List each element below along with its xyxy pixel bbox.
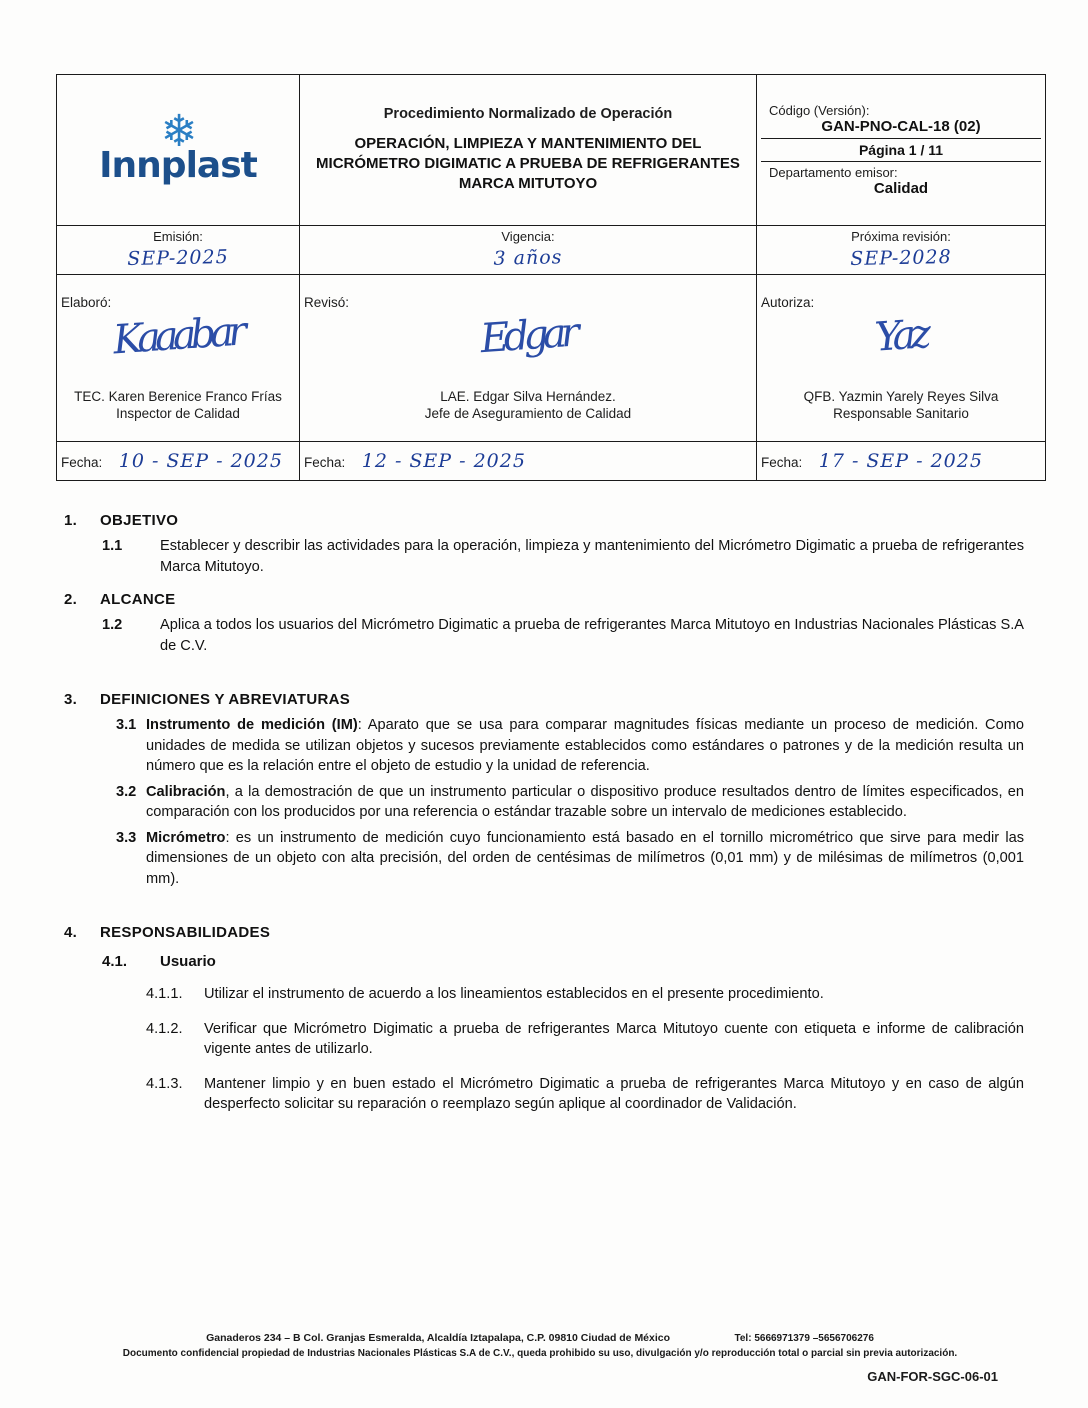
reviso-signature: Edgar — [478, 309, 576, 362]
paragraph — [56, 536, 1024, 577]
logo-cell — [57, 75, 300, 226]
elaboro-position: Inspector de Calidad — [116, 405, 240, 421]
section-title: OBJETIVO — [100, 512, 179, 529]
definition-term: Micrómetro — [146, 829, 226, 846]
fecha-value-elaboro: 10 - SEP - 2025 — [118, 450, 283, 472]
reviso-position: Jefe de Aseguramiento de Calidad — [424, 405, 632, 421]
departamento-value: Calidad — [873, 180, 929, 197]
departamento-label: Departamento emisor: — [769, 165, 898, 180]
paragraph-text: Utilizar el instrumento de acuerdo a los lineamientos establecidos en el presente procedimiento. — [204, 986, 824, 1002]
header-row-main — [57, 75, 1046, 226]
paragraph — [56, 1074, 1024, 1115]
autoriza-position: Responsable Sanitario — [833, 405, 969, 421]
signature-cell-elaboro — [57, 275, 300, 442]
paragraph-number: 1.1 — [102, 538, 123, 554]
elaboro-name: TEC. Karen Berenice Franco Frías — [74, 388, 282, 404]
section-number: 3. — [64, 691, 78, 708]
header-row-signature-dates — [57, 442, 1046, 481]
paragraph-number: 4.1.1. — [146, 986, 183, 1002]
reviso-label: Revisó: — [304, 294, 350, 310]
footer-confidential-note: Documento confidencial propiedad de Industrias Nacionales Plásticas S.A de C.V., queda prohibido su uso, divulgación y/o reproducción total o parcial sin previa autorización. — [122, 1348, 958, 1359]
fecha-cell-elaboro — [57, 442, 300, 481]
section-objetivo — [56, 512, 1024, 577]
footer-form-code: GAN-FOR-SGC-06-01 — [867, 1369, 998, 1384]
section-number: 1. — [64, 512, 78, 529]
paragraph-text: Mantener limpio y en buen estado el Micrómetro Digimatic a prueba de refrigerantes Marca Mitutoyo y en caso de algún desperfecto solicitar su reparación o reemplazo según aplique al coordinador de Validación. — [204, 1075, 1024, 1112]
paragraph — [56, 984, 1024, 1005]
codigo-value: GAN-PNO-CAL-18 (02) — [821, 118, 981, 135]
codigo-label: Código (Versión): — [769, 103, 870, 118]
fecha-cell-reviso — [300, 442, 757, 481]
header-row-dates — [57, 226, 1046, 275]
subsection-usuario — [56, 953, 1024, 970]
proxima-value: SEP-2028 — [850, 245, 952, 271]
signature-cell-reviso — [300, 275, 757, 442]
document-header-table — [56, 74, 1046, 481]
proxima-label: Próxima revisión: — [851, 229, 951, 244]
paragraph — [56, 782, 1024, 823]
emision-cell — [57, 226, 300, 275]
header-row-signatures — [57, 275, 1046, 442]
section-title: DEFINICIONES Y ABREVIATURAS — [100, 691, 351, 708]
paragraph — [56, 715, 1024, 777]
fecha-label-elaboro: Fecha: — [61, 455, 103, 470]
company-logo-text: Innplast — [99, 144, 257, 186]
paragraph-text: : Aparato que se usa para comparar magnitudes físicas mediante un proceso de medición. Como unidades de medida se utilizan objetos y sucesos previamente establecidos como estándares o patrones y de la medición resulta un número que es la relación entre el objeto de estudio y la unidad de referencia. — [146, 717, 1024, 774]
autoriza-label: Autoriza: — [761, 294, 815, 310]
footer-contact-line — [56, 1328, 1024, 1346]
paragraph-text: Establecer y describir las actividades para la operación, limpieza y mantenimiento del Micrómetro Digimatic a prueba de refrigerantes Marca Mitutoyo. — [160, 538, 1024, 575]
paragraph-number: 1.2 — [102, 617, 123, 633]
document-footer — [56, 1328, 1024, 1384]
fecha-value-reviso: 12 - SEP - 2025 — [361, 450, 526, 472]
paragraph — [56, 1019, 1024, 1060]
signature-cell-autoriza — [757, 275, 1046, 442]
departamento-row — [761, 162, 1041, 201]
vigencia-label: Vigencia: — [501, 229, 555, 244]
document-meta-cell — [757, 75, 1046, 226]
fecha-label-reviso: Fecha: — [304, 455, 346, 470]
fecha-value-autoriza: 17 - SEP - 2025 — [818, 450, 983, 472]
definition-term: Instrumento de medición (IM) — [146, 717, 358, 733]
proxima-revision-cell — [757, 226, 1046, 275]
fecha-cell-autoriza — [757, 442, 1046, 481]
paragraph-text: Aplica a todos los usuarios del Micrómetro Digimatic a prueba de refrigerantes Marca Mitutoyo en Industrias Nacionales Plásticas S.A de C.V. — [160, 617, 1024, 654]
section-title: RESPONSABILIDADES — [100, 924, 271, 941]
footer-address: Ganaderos 234 – B Col. Granjas Esmeralda, Alcaldía Iztapalapa, C.P. 09810 Ciudad de México — [206, 1332, 671, 1344]
reviso-name: LAE. Edgar Silva Hernández. — [440, 388, 616, 404]
paragraph — [56, 615, 1024, 656]
document-body — [56, 498, 1024, 1120]
document-title-cell — [300, 75, 757, 226]
paragraph-number: 3.2 — [116, 783, 137, 800]
paragraph-number: 4.1.2. — [146, 1020, 183, 1037]
subsection-number: 4.1. — [102, 953, 128, 970]
fecha-label-autoriza: Fecha: — [761, 455, 803, 470]
paragraph-text: , a la demostración de que un instrumento particular o dispositivo produce resultados dentro de límites especificados, en comparación con los producidos por una referencia o estándar trazable sobre un intervalo de mediciones establecido. — [146, 783, 1024, 820]
subsection-title: Usuario — [160, 953, 216, 970]
definition-term: Calibración — [146, 783, 226, 800]
paragraph-text: : es un instrumento de medición cuyo funcionamiento está basado en el tornillo micrométrico que sirve para medir las dimensiones de un objeto con alta precisión, del orden de centésimas de milímetros (0,01 mm) y de milésimas de milímetros (0,001 mm). — [146, 829, 1024, 887]
paragraph-number: 4.1.3. — [146, 1075, 183, 1092]
section-alcance — [56, 591, 1024, 656]
section-responsabilidades — [56, 924, 1024, 1115]
emision-value: SEP-2025 — [127, 245, 229, 271]
pagina-value: Página 1 / 11 — [761, 139, 1041, 162]
section-number: 2. — [64, 591, 78, 608]
codigo-row — [761, 100, 1041, 139]
emision-label: Emisión: — [153, 229, 203, 244]
autoriza-signature: Yaz — [873, 310, 927, 361]
section-title: ALCANCE — [100, 591, 176, 608]
elaboro-label: Elaboró: — [61, 294, 112, 310]
paragraph — [56, 828, 1024, 890]
elaboro-signature: Kaaabar — [111, 308, 243, 363]
vigencia-cell — [300, 226, 757, 275]
footer-telephone: Tel: 5666971379 –5656706276 — [734, 1333, 874, 1344]
paragraph-number: 3.1 — [116, 717, 137, 733]
autoriza-name: QFB. Yazmin Yarely Reyes Silva — [803, 388, 999, 404]
section-definiciones — [56, 691, 1024, 889]
vigencia-value: 3 años — [493, 246, 563, 270]
snowflake-icon: ❄ — [160, 106, 196, 156]
document-type: Procedimiento Normalizado de Operación — [383, 106, 673, 122]
paragraph-text: Verificar que Micrómetro Digimatic a prueba de refrigerantes Marca Mitutoyo cuente con etiqueta e informe de calibración vigente antes de utilizarlo. — [204, 1020, 1024, 1057]
paragraph-number: 3.3 — [116, 829, 137, 846]
page-title: OPERACIÓN, LIMPIEZA Y MANTENIMIENTO DEL MICRÓMETRO DIGIMATIC A PRUEBA DE REFRIGERANTES MARCA MITUTOYO — [316, 135, 740, 192]
section-number: 4. — [64, 924, 78, 941]
